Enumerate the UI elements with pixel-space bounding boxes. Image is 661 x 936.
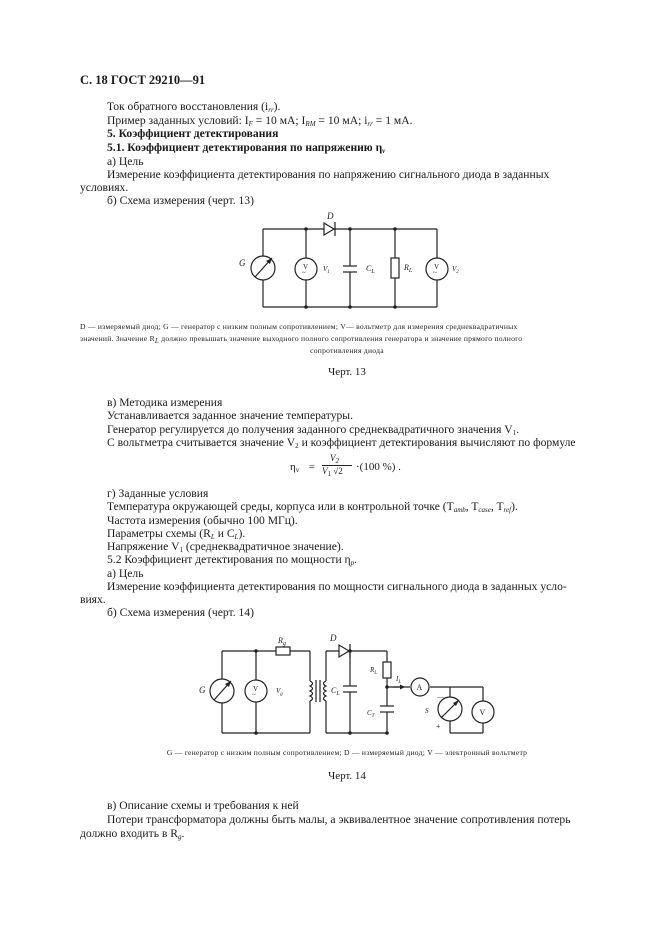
fig14-ct-label: $C_T$ (367, 709, 375, 719)
method-line-2-end: . (516, 423, 520, 436)
fig14-plus-sign: + (436, 722, 441, 731)
fig14-diode (339, 644, 350, 658)
svg-text:A: A (416, 683, 423, 692)
fig13-caption-line-1: D — измеряемый диод; G — генератор с низким полным сопротивлением; V— вольтметр для измерения среднеквадратичных (80, 322, 518, 331)
conditions-line-2: Частота измерения (обычно 100 МГц). (107, 514, 298, 527)
svg-text:~: ~ (252, 691, 256, 699)
fig13-rl-label: $R_L$ (404, 263, 413, 274)
fig14-title: Черт. 14 (328, 770, 366, 782)
fig14-cl-capacitor (343, 686, 357, 692)
section-5-2-purpose-label: а) Цель (107, 567, 144, 580)
fig14-ct-capacitor (380, 706, 394, 712)
conditions-line-1-text: Температура окружающей среды, корпуса или в контрольной точке (T (107, 500, 454, 513)
description-label: в) Описание схемы и требования к ней (107, 799, 299, 812)
fig13-cl-label: $C_L$ (366, 264, 375, 275)
fig14-rg-label: $R_g$ (278, 636, 286, 647)
formula-eta: $\eta_v$ (290, 461, 300, 474)
fig14-cl-label: $C_L$ (331, 686, 340, 697)
conditions-line-4: Напряжение $V_1$ (среднеквадратичное значение). (107, 540, 344, 554)
fig14-rl-resistor (383, 662, 391, 678)
section-5-1-text: 5.1. Коэффициент детектирования по напряжению η (107, 141, 383, 154)
svg-text:~: ~ (302, 269, 306, 277)
svg-text:V: V (479, 708, 486, 717)
conditions-line-3: Параметры схемы ($R_L$ и $C_L$). (107, 527, 246, 541)
formula-denominator: $V_1$ √2 (322, 466, 343, 478)
method-line-2-text: Генератор регулируется до получения заданного среднеквадратичного значения V (107, 423, 513, 436)
formula-equals: = (306, 461, 318, 473)
fig13-caption-2-text: значений. Значение R (80, 334, 155, 343)
example-mid2: = 10 мА; i (315, 114, 368, 127)
conditions-label: г) Заданные условия (107, 487, 209, 500)
method-line-1: Устанавливается заданное значение температуры. (107, 409, 353, 422)
fig14-il-label: $I_L$ (396, 675, 402, 685)
formula-factor: ·(100 %) . (356, 461, 401, 473)
method-label: в) Методика измерения (107, 396, 223, 409)
fig14-generator-side-wires (222, 651, 310, 733)
svg-text:~: ~ (433, 269, 437, 277)
example-sub-rr: rr (367, 120, 373, 128)
method-line-3-text: С вольтметра считывается значение V (107, 436, 296, 449)
section-5-2-heading: 5.2 Коэффициент детектирования по мощности $\eta_p$. (107, 553, 358, 567)
section-5-2-purpose-line-2: виях. (80, 593, 106, 606)
example-mid1: = 10 мА; I (252, 114, 306, 127)
section-5-1-sub: v (382, 147, 386, 155)
description-line-2: должно входить в $R_g$. (80, 827, 185, 841)
method-line-2-sub: 1 (512, 429, 517, 437)
section-5-heading: 5. Коэффициент детектирования (107, 127, 279, 140)
fig14-diode-label: D (330, 633, 337, 643)
fig14-ammeter (411, 678, 429, 696)
fig14-generator-label: G (199, 685, 206, 695)
purpose-line-1: Измерение коэффициента детектирования по напряжению сигнального диода в заданных (107, 168, 550, 181)
fig14-voltmeter (472, 701, 494, 723)
fig14-rl-label: $R_L$ (370, 666, 378, 676)
fig14-source-label: S (425, 707, 429, 715)
method-line-3-end: и коэффициент детектирования вычисляют по формуле (298, 436, 576, 449)
method-line-3-sub: 2 (295, 442, 299, 450)
section-5-2-purpose-line-1: Измерение коэффициента детектирования по мощности сигнального диода в заданных усло- (107, 580, 567, 593)
svg-text:V: V (303, 263, 309, 271)
fig14-current-arrow (393, 685, 405, 690)
reverse-recovery-end: ). (273, 100, 281, 113)
fig14-voltmeter-vg (245, 680, 267, 702)
fig13-title: Черт. 13 (328, 366, 366, 378)
purpose-label: а) Цель (107, 155, 144, 168)
rr-sub: rr (268, 106, 274, 114)
fig13-caption-2-end: должно превышать значение выходного полного сопротивления генератора и значение прямого полного (159, 334, 523, 343)
fig14-vg-label: $V_g$ (276, 687, 283, 697)
description-line-1: Потери трансформатора должны быть малы, а эквивалентное значение сопротивления потерь (107, 813, 571, 826)
page-header: С. 18 ГОСТ 29210—91 (80, 73, 206, 87)
fig13-v2-label: $V_2$ (452, 265, 459, 275)
fig14-rg-resistor (276, 647, 290, 655)
fig13-generator-label: G (239, 258, 246, 268)
example-prefix: Пример заданных условий: I (107, 114, 249, 127)
fig13-caption-line-3: сопротивления диода (310, 346, 384, 355)
example-sub-f: F (248, 120, 253, 128)
section-5-2-scheme-label: б) Схема измерения (черт. 14) (107, 606, 254, 619)
conditions-line-1: Температура окружающей среды, корпуса или в контрольной точке ($T_{amb}$, $T_{case}$, $T_{ref}$). (107, 500, 518, 514)
fig13-caption-2-sub: L (154, 337, 160, 345)
fig14-transformer (310, 651, 326, 733)
fig14-generator (210, 679, 234, 703)
fig14-minus-sign: — (437, 693, 444, 701)
example-sub-rm: RM (305, 120, 316, 128)
scheme-label: б) Схема измерения (черт. 13) (107, 194, 254, 207)
fig14-junction-dots (254, 649, 389, 735)
reverse-recovery-text: Ток обратного восстановления (i (107, 100, 269, 113)
example-end: = 1 мА. (372, 114, 413, 127)
svg-text:V: V (253, 685, 259, 693)
formula-numerator: $V_2$ (330, 453, 339, 465)
purpose-line-2: условиях. (80, 181, 129, 194)
fig13-v1-label: $V_1$ (323, 265, 330, 275)
fig14-caption: G — генератор с низким полным сопротивлением; D — измеряемый диод; V — электронный вольтметр (166, 748, 528, 757)
fig13-diode-label: D (327, 211, 334, 221)
svg-text:V: V (434, 263, 440, 271)
